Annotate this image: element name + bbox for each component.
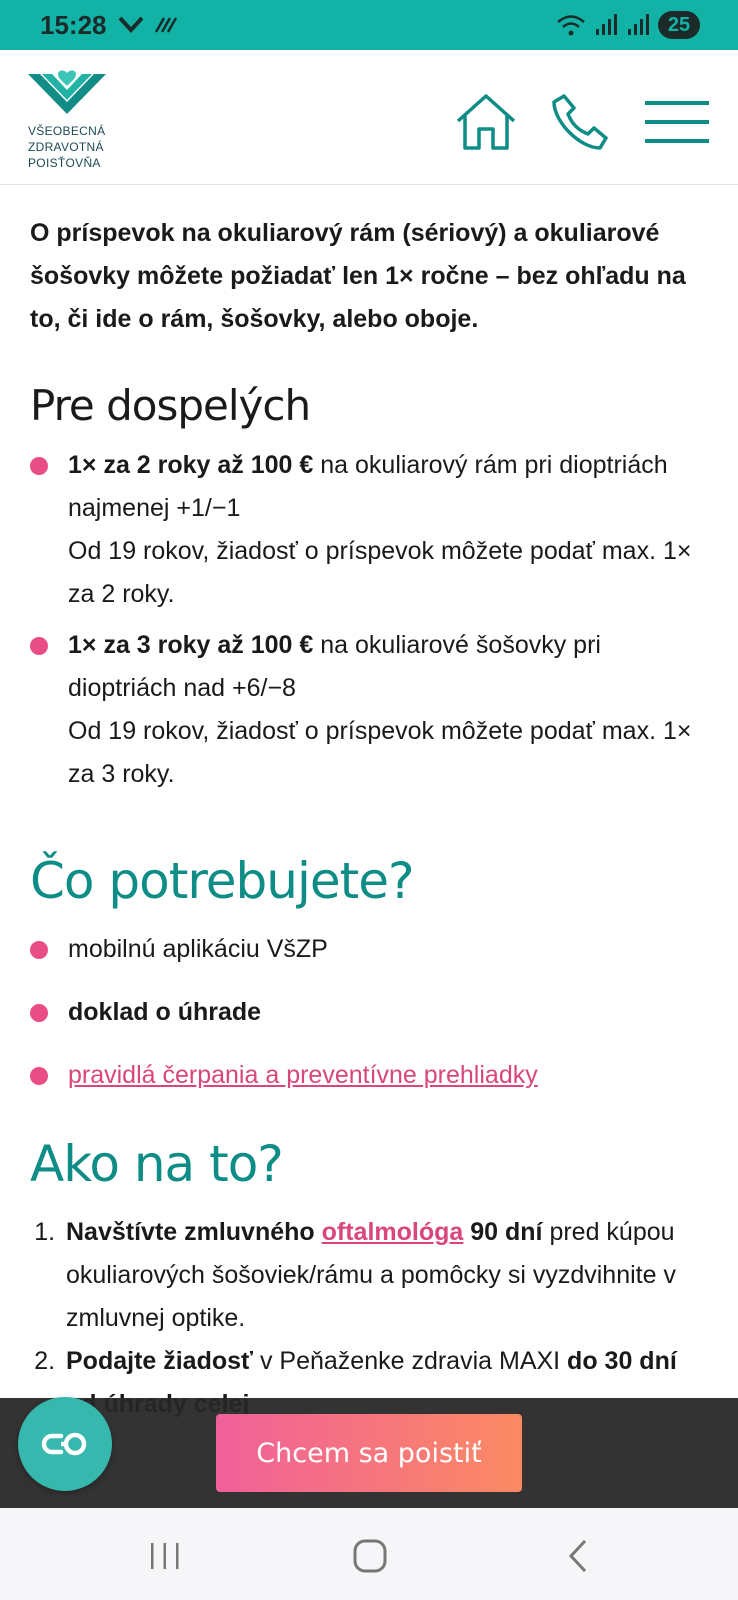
bullet-icon [30, 637, 48, 655]
home-nav-icon [352, 1538, 388, 1574]
signal-icon [594, 13, 618, 37]
item-bold: 1× za 2 roky až 100 € [68, 451, 314, 479]
recent-apps-icon [148, 1541, 182, 1571]
item-text: na okuliarové šošovky pri dioptriách nad +6/−8 [68, 631, 601, 702]
needs-item-receipt: doklad o úhrade [68, 998, 262, 1026]
status-time: 15:28 [40, 10, 107, 40]
back-nav-button[interactable] [548, 1534, 608, 1578]
item-bold: 1× za 3 roky až 100 € [68, 631, 314, 659]
item-note: Od 19 rokov, žiadosť o príspevok môžete podať max. 1× za 3 roky. [68, 717, 692, 788]
list-item [30, 624, 710, 796]
logo-mark-icon [28, 70, 106, 116]
status-right-icons [556, 11, 700, 39]
battery-icon: 25 [658, 11, 700, 39]
back-icon [565, 1538, 591, 1574]
home-icon [455, 93, 517, 151]
home-button[interactable] [454, 90, 518, 154]
list-item [30, 1054, 710, 1097]
step2-bold: Podajte žiadosť [66, 1347, 254, 1375]
bullet-icon [30, 1004, 48, 1022]
step1-bold: Navštívte zmluvného [66, 1218, 322, 1246]
howto-heading: Ako na to? [30, 1135, 283, 1193]
list-item [30, 928, 710, 971]
list-item [30, 444, 710, 616]
mobile-data-icon [152, 14, 178, 34]
status-bar [0, 0, 738, 50]
step-item [62, 1211, 710, 1340]
item-note: Od 19 rokov, žiadosť o príspevok môžete podať max. 1× za 2 roky. [68, 537, 692, 608]
status-left-icons [118, 14, 178, 34]
logo-line-2: ZDRAVOTNÁ [28, 140, 104, 154]
adults-list [30, 444, 710, 796]
step2-bold-days: do 30 dní [567, 1347, 677, 1375]
vszp-logo[interactable] [28, 70, 128, 171]
get-insured-button[interactable]: Chcem sa poistiť [216, 1414, 522, 1492]
howto-steps [30, 1211, 710, 1426]
bullet-icon [30, 457, 48, 475]
adults-heading: Pre dospelých [30, 381, 311, 430]
list-item [30, 991, 710, 1034]
intro-text: O príspevok na okuliarový rám (sériový) a okuliarové šošovky môžete požiadať len 1× ročne – bez ohľadu na to, či ide o rám, šošovky, alebo oboje. [30, 219, 686, 333]
menu-button[interactable] [644, 90, 710, 154]
glasses-icon [39, 1429, 91, 1459]
phone-icon [550, 92, 610, 152]
bullet-icon [30, 1067, 48, 1085]
main-content [30, 200, 710, 1426]
home-nav-button[interactable] [340, 1534, 400, 1578]
phone-button[interactable] [548, 90, 612, 154]
rules-link[interactable]: pravidlá čerpania a preventívne prehliadky [68, 1061, 538, 1089]
logo-line-1: VŠEOBECNÁ [28, 124, 106, 138]
recent-apps-button[interactable] [135, 1534, 195, 1578]
bullet-icon [30, 941, 48, 959]
hamburger-icon [645, 99, 709, 145]
signal-check-icon [118, 14, 144, 34]
needs-item-app: mobilnú aplikáciu VšZP [68, 935, 328, 963]
accessibility-button[interactable] [18, 1397, 112, 1491]
step1-bold-days: 90 dní [463, 1218, 543, 1246]
system-nav-bar [0, 1508, 738, 1600]
item-text: na okuliarový rám pri dioptriách najmenej +1/−1 [68, 451, 668, 522]
step2-text: v Peňaženke zdravia MAXI [253, 1347, 561, 1375]
step1-text: pred kúpou okuliarových šošoviek/rámu a pomôcky si vyzdvihnite v zmluvnej optike. [66, 1218, 676, 1332]
logo-line-3: POISŤOVŇA [28, 156, 101, 170]
site-header [0, 50, 738, 185]
signal-icon-2 [626, 13, 650, 37]
needs-list [30, 928, 710, 1097]
ophthalmologist-link[interactable]: oftalmológa [321, 1218, 464, 1246]
wifi-icon [556, 13, 586, 37]
needs-heading: Čo potrebujete? [30, 852, 414, 910]
